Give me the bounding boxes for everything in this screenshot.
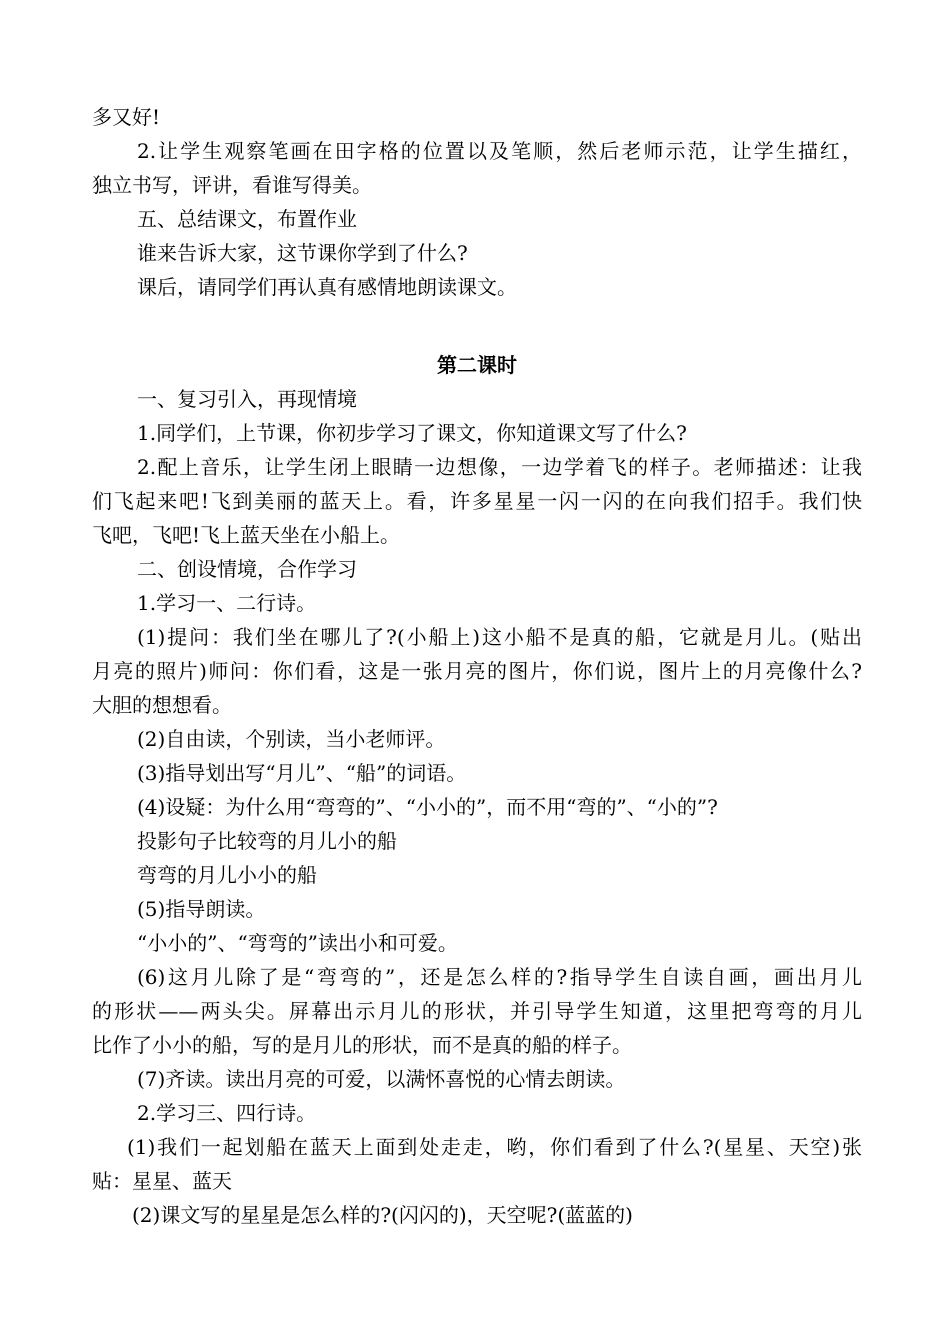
paragraph-line: 投影句子比较弯的月儿小的船 [137, 829, 397, 853]
paragraph-line: “小小的”、“弯弯的”读出小和可爱。 [137, 931, 458, 955]
paragraph-line: 2.学习三、四行诗。 [137, 1101, 317, 1125]
paragraph-line: 比作了小小的船，写的是月儿的形状，而不是真的船的样子。 [92, 1033, 632, 1057]
paragraph-line: 贴：星星、蓝天 [92, 1169, 232, 1193]
paragraph-line: 们飞起来吧!飞到美丽的蓝天上。看，许多星星一闪一闪的在向我们招手。我们快 [92, 489, 862, 513]
paragraph-line: 谁来告诉大家，这节课你学到了什么? [137, 241, 468, 265]
paragraph-line: (2)自由读，个别读，当小老师评。 [137, 727, 446, 751]
paragraph-line: (4)设疑：为什么用“弯弯的”、“小小的”，而不用“弯的”、“小的”? [137, 795, 718, 819]
section-heading: 一、复习引入，再现情境 [137, 387, 357, 411]
paragraph-line: (1)我们一起划船在蓝天上面到处走走，哟，你们看到了什么?(星星、天空)张 [127, 1135, 862, 1159]
paragraph-line: (1)提问：我们坐在哪儿了?(小船上)这小船不是真的船，它就是月儿。(贴出 [137, 625, 862, 649]
paragraph-line: 2.配上音乐，让学生闭上眼睛一边想像，一边学着飞的样子。老师描述：让我 [137, 455, 862, 479]
paragraph-line: 独立书写，评讲，看谁写得美。 [92, 173, 372, 197]
paragraph-line: 课后，请同学们再认真有感情地朗读课文。 [137, 275, 517, 299]
paragraph-line: 月亮的照片)师问：你们看，这是一张月亮的图片，你们说，图片上的月亮像什么? [92, 659, 862, 683]
paragraph-line: 大胆的想想看。 [92, 693, 232, 717]
paragraph-line: 多又好! [92, 105, 161, 129]
paragraph-line: (7)齐读。读出月亮的可爱，以满怀喜悦的心情去朗读。 [137, 1067, 626, 1091]
paragraph-line: (3)指导划出写“月儿”、“船”的词语。 [137, 761, 467, 785]
section-heading: 二、创设情境，合作学习 [137, 557, 357, 581]
paragraph-line: (5)指导朗读。 [137, 897, 266, 921]
paragraph-line: 1.同学们，上节课，你初步学习了课文，你知道课文写了什么? [137, 421, 687, 445]
paragraph-line: 2.让学生观察笔画在田字格的位置以及笔顺，然后老师示范，让学生描红， [137, 139, 862, 163]
paragraph-line: 飞吧，飞吧!飞上蓝天坐在小船上。 [92, 523, 401, 547]
lesson-title: 第二课时 [437, 353, 517, 377]
paragraph-line: 的形状——两头尖。屏幕出示月儿的形状，并引导学生知道，这里把弯弯的月儿 [92, 999, 862, 1023]
paragraph-line: (6)这月儿除了是“弯弯的”，还是怎么样的?指导学生自读自画，画出月儿 [137, 965, 862, 989]
paragraph-line: (2)课文写的星星是怎么样的?(闪闪的)，天空呢?(蓝蓝的) [132, 1203, 633, 1227]
section-heading: 五、总结课文，布置作业 [137, 207, 357, 231]
document-page [92, 100, 862, 1232]
paragraph-line: 1.学习一、二行诗。 [137, 591, 317, 615]
paragraph-line: 弯弯的月儿小小的船 [137, 863, 317, 887]
